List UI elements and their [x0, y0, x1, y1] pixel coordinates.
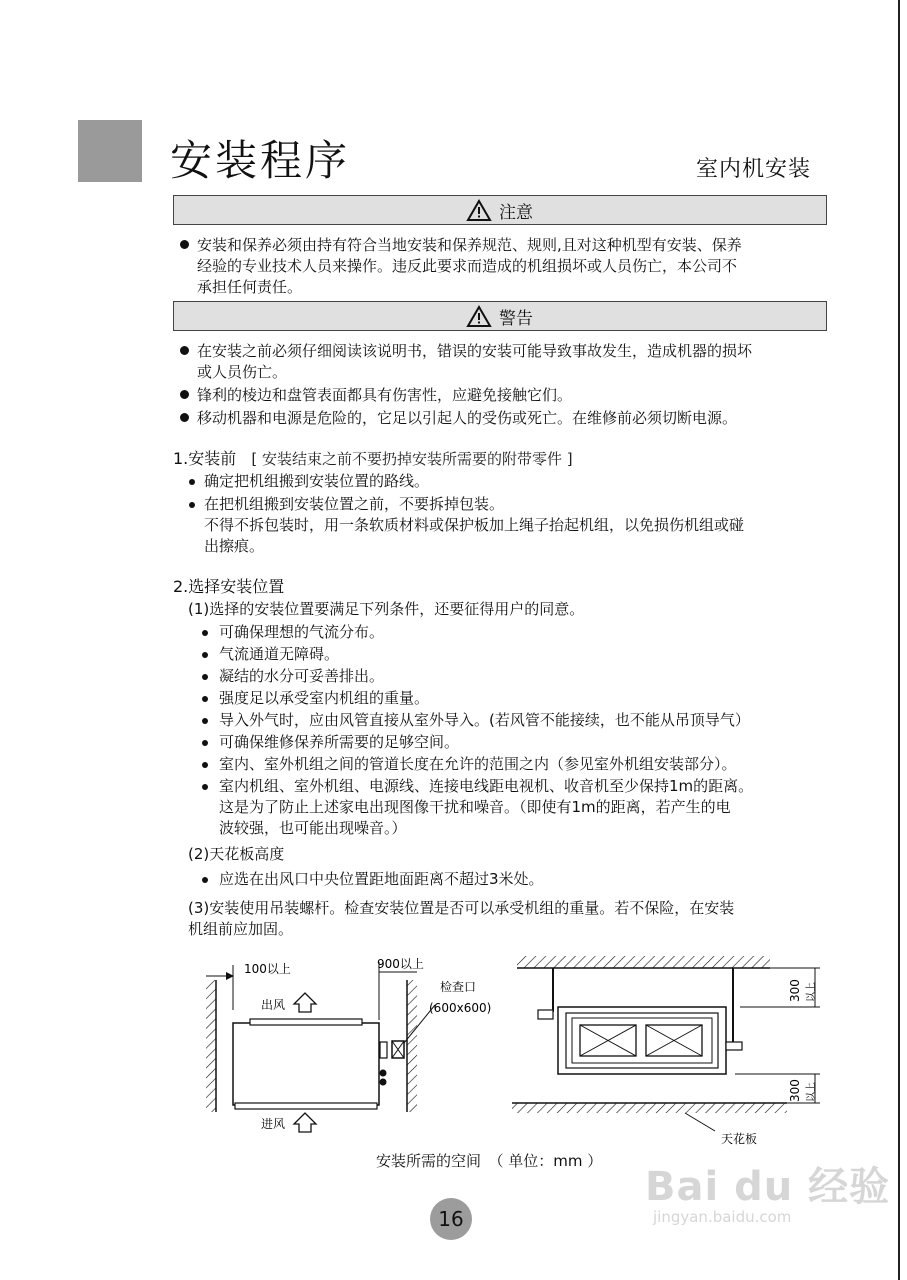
sub1-item: 气流通道无障碍。 — [219, 645, 340, 663]
bullet-dot — [180, 390, 189, 399]
notice-text: 安装和保养必须由持有符合当地安装和保养规范、规则,且对这种机型有安装、保养 经验的专业技术人员来操作。违反此要求而造成的机组损坏或人员伤亡，本公司不 承担任何责任。 — [197, 236, 742, 296]
bottom-clearance-suffix: 以上 — [806, 1082, 817, 1102]
sub1-item: 导入外气时，应由风管直接从室外导入。(若风管不能接续，也不能从吊顶导气） — [219, 711, 750, 729]
diagram-caption: 安装所需的空间 （ 单位：mm ） — [376, 1152, 603, 1170]
warning-label: 警告 — [499, 308, 533, 329]
section1-title: 1.安装前 — [173, 449, 237, 468]
warning-item — [180, 385, 840, 406]
bullet-dot — [202, 718, 208, 724]
top-clearance-suffix: 以上 — [806, 982, 817, 1002]
control-box — [380, 1042, 387, 1058]
warning-item — [180, 341, 840, 383]
bullet-dot — [180, 240, 189, 249]
sub2-item: 应选在出风口中央位置距地面距离不超过3米处。 — [219, 870, 544, 888]
section2-heading: 2.选择安装位置 — [173, 577, 285, 596]
left-wall — [206, 980, 216, 1112]
bullet-dot — [189, 479, 195, 485]
front-view — [206, 956, 491, 1132]
sub1-item: 可确保维修保养所需要的足够空间。 — [219, 733, 460, 751]
warning-item — [180, 408, 840, 429]
watermark-brand: Bai du 经验 — [645, 1164, 891, 1210]
side-view — [512, 956, 820, 1146]
sub1-item: 强度足以承受室内机组的重量。 — [219, 689, 430, 707]
page-number: 16 — [430, 1198, 472, 1240]
warning-text: 在安装之前必须仔细阅读该说明书，错误的安装可能导致事故发生，造成机器的损坏 或人员伤亡。 — [197, 342, 753, 381]
watermark-url: jingyan.baidu.com — [653, 1208, 792, 1226]
outlet-grille — [250, 1019, 362, 1025]
indoor-unit-body — [233, 1023, 379, 1105]
section1-heading — [173, 446, 573, 469]
bullet-dot — [202, 762, 208, 768]
warning-text: 移动机器和电源是危险的，它足以引起人的受伤或死亡。在维修前必须切断电源。 — [197, 409, 738, 427]
inlet-label: 进风 — [261, 1117, 286, 1131]
bullet-dot — [202, 630, 208, 636]
bullet-dot — [180, 413, 189, 422]
warning-text: 锋利的棱边和盘管表面都具有伤害性，应避免接触它们。 — [197, 386, 573, 404]
section1-item: 在把机组搬到安装位置之前，不要拆掉包装。 不得不拆包装时，用一条软质材料或保护板加上绳子抬起机组，以免损伤机组或碰 出擦痕。 — [204, 495, 745, 555]
section1-item: 确定把机组搬到安装位置的路线。 — [204, 472, 430, 490]
sub2-title: (2)天花板高度 — [188, 845, 285, 863]
sub1-title: (1)选择的安装位置要满足下列条件，还要征得用户的同意。 — [188, 600, 585, 618]
bullet-dot — [189, 502, 195, 508]
pipe-connector — [380, 1079, 387, 1086]
section1-note: [ 安装结束之前不要扔掉安装所需要的附带零件 ] — [251, 450, 573, 468]
inlet-arrow-icon — [294, 1113, 316, 1132]
inspection-port-size: (600x600) — [429, 1001, 492, 1015]
inlet-grille — [235, 1103, 377, 1109]
bullet-dot — [202, 784, 208, 790]
warning-banner — [173, 301, 827, 331]
bullet-dot — [202, 652, 208, 658]
right-clearance-label: 900以上 — [377, 957, 424, 971]
warning-triangle-icon — [467, 306, 491, 327]
ceiling-label: 天花板 — [721, 1132, 758, 1146]
hanger-bracket — [538, 1010, 553, 1019]
bullet-dot — [180, 346, 189, 355]
pipe-connector — [380, 1070, 387, 1077]
bullet-dot — [202, 877, 208, 883]
hanger-bracket — [726, 1042, 742, 1050]
notice-label: 注意 — [499, 202, 533, 223]
ceiling-board — [512, 1103, 787, 1113]
warning-triangle-icon — [467, 200, 491, 221]
page-subtitle: 室内机安装 — [696, 157, 812, 182]
left-clearance-label: 100以上 — [244, 962, 291, 976]
notice-item — [180, 235, 840, 298]
outlet-label: 出风 — [261, 998, 286, 1012]
bullet-dot — [202, 740, 208, 746]
right-wall — [407, 980, 417, 1112]
sub3-title: (3)安装使用吊装螺杆。检查安装位置是否可以承受机组的重量。若不保险，在安装 机组前应加固。 — [188, 899, 735, 938]
bullet-dot — [202, 674, 208, 680]
sub1-item: 室内机组、室外机组、电源线、连接电线距电视机、收音机至少保持1m的距离。 这是为了防止上述家电出现图像干扰和噪音。（即使有1m的距离，若产生的电 波较强，也可能出现噪音。） — [219, 777, 754, 837]
sub1-item: 可确保理想的气流分布。 — [219, 623, 385, 641]
outlet-arrow-icon — [294, 993, 316, 1012]
top-clearance-label: 300 — [788, 979, 802, 1002]
sub1-item: 凝结的水分可妥善排出。 — [219, 667, 385, 685]
page-border — [898, 0, 900, 1280]
watermark — [645, 1155, 890, 1226]
page-title: 安装程序 — [170, 136, 351, 185]
sub1-item: 室内、室外机组之间的管道长度在允许的范围之内（参见室外机组安装部分）。 — [219, 755, 737, 773]
notice-banner — [173, 195, 827, 225]
slab — [517, 956, 770, 968]
inspection-port-label: 检查口 — [440, 980, 477, 994]
bottom-clearance-label: 300 — [788, 1079, 802, 1102]
bullet-dot — [202, 696, 208, 702]
section-marker — [78, 120, 142, 182]
installation-clearance-diagram — [195, 950, 817, 1150]
